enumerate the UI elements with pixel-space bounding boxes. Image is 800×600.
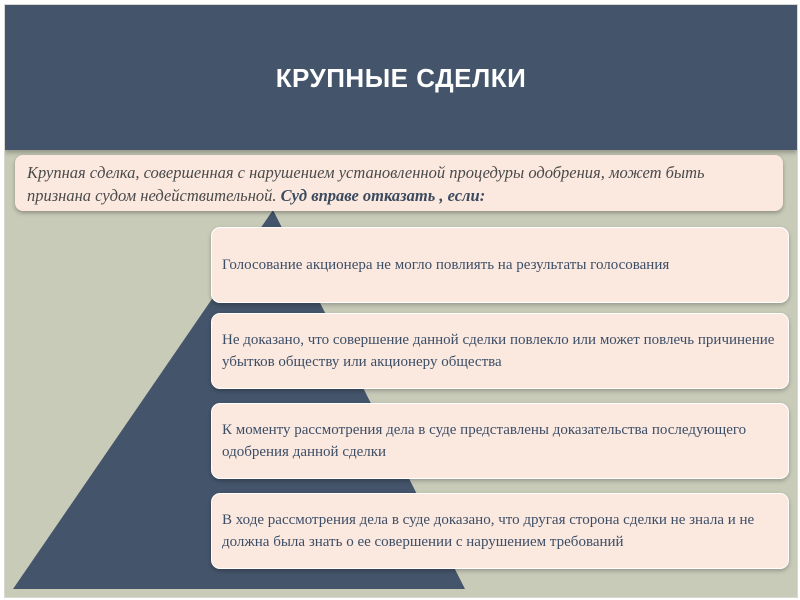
slide bbox=[4, 4, 798, 598]
title-banner bbox=[5, 5, 797, 150]
condition-text-1: Голосование акционера не могло повлиять на результаты голосования bbox=[222, 257, 670, 273]
condition-text-4: В ходе рассмотрения дела в суде доказано, что другая сторона сделки не знала и не должна была знать о ее совершении с нарушением требований bbox=[222, 512, 755, 550]
condition-text-2: Не доказано, что совершение данной сделки повлекло или может повлечь причинение убытков обществу или акционеру общества bbox=[222, 332, 775, 370]
condition-text-3: К моменту рассмотрения дела в суде представлены доказательства последующего одобрения данной сделки bbox=[222, 422, 747, 460]
slide-title: КРУПНЫЕ СДЕЛКИ bbox=[275, 63, 527, 93]
condition-card-2 bbox=[211, 313, 789, 389]
intro-text: Крупная сделка, совершенная с нарушением установленной процедуры одобрения, может быть признана судом недействительной. bbox=[27, 163, 705, 205]
condition-card-1 bbox=[211, 227, 789, 303]
intro-text-box bbox=[15, 155, 783, 211]
condition-card-4 bbox=[211, 493, 789, 569]
intro-emphasis: Суд вправе отказать , если: bbox=[280, 186, 486, 205]
condition-card-3 bbox=[211, 403, 789, 479]
